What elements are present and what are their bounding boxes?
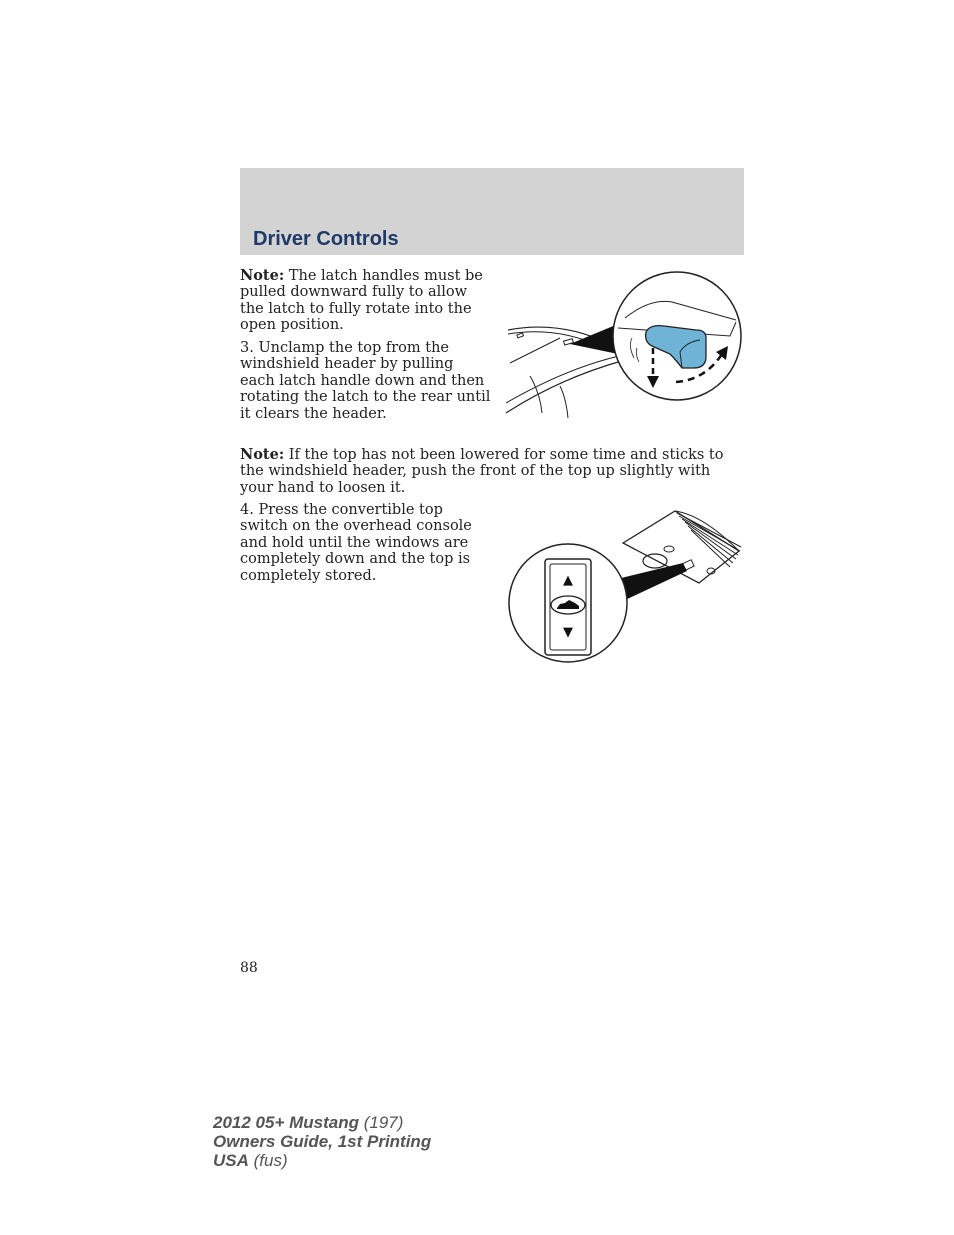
footer-model: 2012 05+ Mustang (213, 1113, 359, 1132)
footer-guide: Owners Guide, 1st Printing (213, 1132, 432, 1151)
page-number: 88 (240, 960, 258, 976)
down-arrow-icon: ▼ (563, 625, 573, 640)
note-text: If the top has not been lowered for some time and sticks to the windshield header, push the front of the top up slightly with your hand to loosen it. (240, 447, 724, 496)
step-3-text: 3. Unclamp the top from the windshield header by pulling each latch handle down and then rotating the latch to the rear until it clears the header. (240, 340, 491, 422)
footer (213, 1113, 431, 1170)
step-4 (240, 502, 482, 584)
note-latch (240, 268, 490, 334)
section-title: Driver Controls (253, 228, 399, 250)
convertible-top-switch-illustration (505, 505, 750, 670)
note-text: The latch handles must be pulled downward fully to allow the latch to fully rotate into the open position. (240, 268, 483, 334)
footer-model-code: (197) (359, 1113, 404, 1132)
note-stuck-top (240, 447, 734, 496)
step-3 (240, 340, 492, 422)
latch-handle-illustration (500, 268, 750, 428)
note-label: Note: (240, 267, 285, 284)
step-4-text: 4. Press the convertible top switch on the overhead console and hold until the windows are completely down and the top is completely stored. (240, 502, 472, 584)
footer-region: USA (213, 1151, 249, 1170)
up-arrow-icon: ▲ (563, 573, 573, 588)
note-label: Note: (240, 446, 285, 463)
footer-region-code: (fus) (248, 1151, 288, 1170)
